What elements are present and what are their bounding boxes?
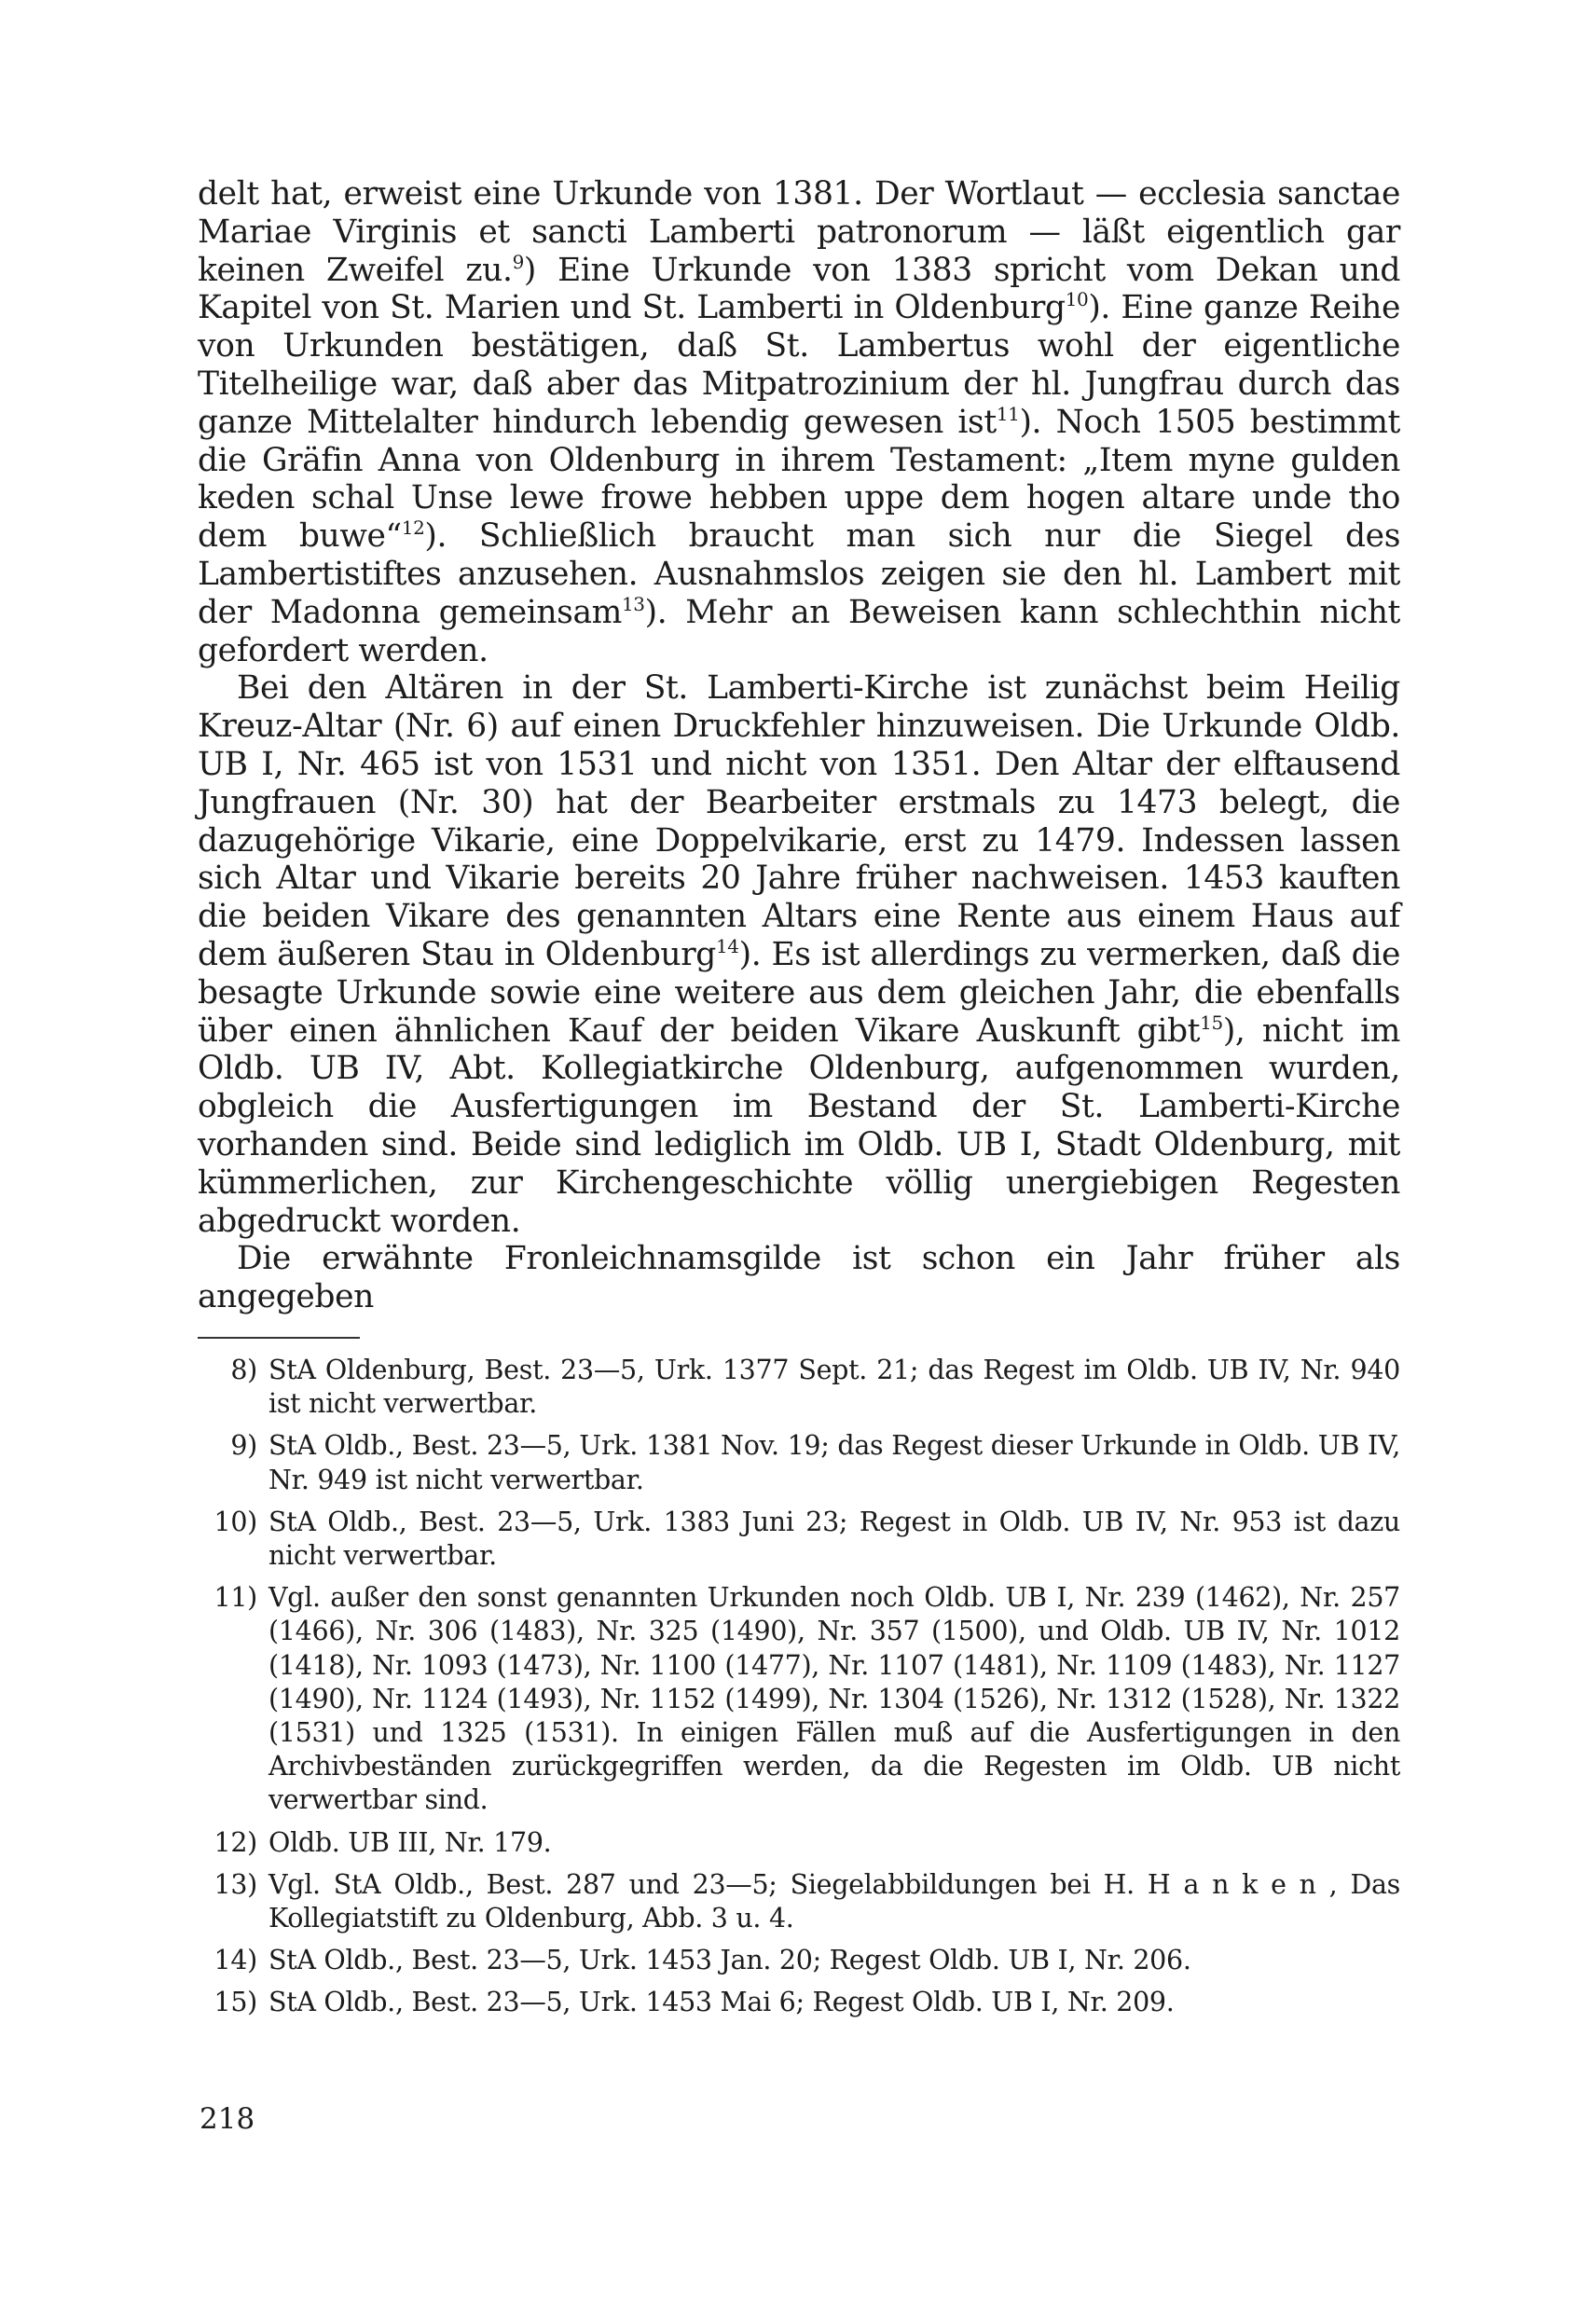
footnote-text: StA Oldb., Best. 23—5, Urk. 1453 Jan. 20; Regest Oldb. UB I, Nr. 206.	[268, 1945, 1191, 1976]
footnote-reference: 15	[1200, 1011, 1223, 1034]
footnote-text: StA Oldb., Best. 23—5, Urk. 1381 Nov. 19; das Regest dieser Urkunde in Oldb. UB IV, Nr. 949 ist nicht verwertbar.	[268, 1430, 1400, 1495]
paragraph-text: delt hat, erweist eine Urkunde von 1381. Der Wortlaut — ecclesia sanctae Mariae Virginis et sancti Lamberti patronorum — läßt eigentlich gar keinen Zweifel zu.	[198, 175, 1400, 289]
footnotes	[198, 1354, 1400, 2020]
footnote	[198, 1581, 1400, 1817]
footnote-text: Vgl. außer den sonst genannten Urkunden noch Oldb. UB I, Nr. 239 (1462), Nr. 257 (1466), Nr. 306 (1483), Nr. 325 (1490), Nr. 357 (1500), und Oldb. UB IV, Nr. 1012 (1418), Nr. 1093 (1473), Nr. 1100 (1477), Nr. 1107 (1481), Nr. 1109 (1483), Nr. 1127 (1490), Nr. 1124 (1493), Nr. 1152 (1499), Nr. 1304 (1526), Nr. 1312 (1528), Nr. 1322 (1531) und 1325 (1531). In einigen Fällen muß auf die Ausfertigungen in den Archivbeständen zurückgegriffen werden, da die Regesten im Oldb. UB nicht verwertbar sind.	[268, 1582, 1400, 1816]
footnote-text: StA Oldb., Best. 23—5, Urk. 1383 Juni 23; Regest in Oldb. UB IV, Nr. 953 ist dazu nicht verwertbar.	[268, 1506, 1400, 1571]
page-number: 218	[200, 2102, 255, 2136]
paragraph-text: Die erwähnte Fronleichnamsgilde ist schon ein Jahr früher als angegeben	[198, 1240, 1400, 1316]
footnote-number: 10)	[213, 1506, 257, 1537]
footnote-number: 14)	[213, 1945, 257, 1976]
paragraph	[198, 669, 1400, 1240]
paragraph-text: ) Eine Urkunde von 1383 spricht vom Dekan und Kapitel von St. Marien und St. Lamberti in Oldenburg	[198, 251, 1401, 327]
footnote-text: StA Oldb., Best. 23—5, Urk. 1453 Mai 6; Regest Oldb. UB I, Nr. 209.	[268, 1987, 1175, 2018]
footnote-reference: 13	[621, 592, 645, 615]
paragraph	[198, 1240, 1400, 1316]
paragraph-text: ), nicht im Oldb. UB IV, Abt. Kollegiatkirche Oldenburg, aufgenommen wurden, obgleich die Ausfertigungen im Bestand der St. Lamberti-Kirche vorhanden sind. Beide sind lediglich im Oldb. UB I, Stadt Oldenburg, mit kümmerlichen, zur Kirchengeschichte völlig unergiebigen Regesten abgedruckt worden.	[198, 1012, 1400, 1240]
footnote	[198, 1986, 1400, 2019]
footnote-text: StA Oldenburg, Best. 23—5, Urk. 1377 Sept. 21; das Regest im Oldb. UB IV, Nr. 940 ist nicht verwertbar.	[268, 1354, 1400, 1420]
footnote-text: Oldb. UB III, Nr. 179.	[268, 1826, 552, 1858]
footnote	[198, 1506, 1400, 1573]
main-text	[198, 175, 1400, 1316]
paragraph-text: Bei den Altären in der St. Lamberti-Kirche ist zunächst beim Heilig Kreuz-Altar (Nr. 6) auf einen Druckfehler hinzuweisen. Die Urkunde Oldb. UB I, Nr. 465 ist von 1531 und nicht von 1351. Den Altar der elftausend Jungfrauen (Nr. 30) hat der Bearbeiter erstmals zu 1473 belegt, die dazugehörige Vikarie, eine Doppelvikarie, erst zu 1479. Indessen lassen sich Altar und Vikarie bereits 20 Jahre früher nachweisen. 1453 kauften die beiden Vikare des genannten Altars eine Rente aus einem Haus auf dem äußeren Stau in Oldenburg	[198, 669, 1400, 973]
footnote	[198, 1826, 1400, 1860]
footnote-reference: 10	[1065, 288, 1089, 311]
footnote-number: 9)	[230, 1430, 257, 1462]
paragraph-text: ). Es ist allerdings zu vermerken, daß die besagte Urkunde sowie eine weitere aus dem gleichen Jahr, die ebenfalls über einen ähnlichen Kauf der beiden Vikare Auskunft gibt	[198, 935, 1401, 1050]
footnote-number: 15)	[213, 1987, 257, 2018]
footnote	[198, 1429, 1400, 1496]
footnote-reference: 11	[996, 402, 1020, 425]
footnote-separator	[198, 1337, 360, 1339]
footnote-text: Vgl. StA Oldb., Best. 287 und 23—5; Siegelabbildungen bei H. H a n k e n , Das Kollegiatstift zu Oldenburg, Abb. 3 u. 4.	[268, 1868, 1400, 1934]
paragraph-text: ). Mehr an Beweisen kann schlechthin nicht gefordert werden.	[198, 593, 1400, 669]
footnote-number: 12)	[213, 1826, 257, 1858]
paragraph-text: ). Noch 1505 bestimmt die Gräfin Anna von Oldenburg in ihrem Testament: „Item myne gulden keden schal Unse lewe frowe hebben uppe dem hogen altare unde tho dem buwe“	[198, 403, 1401, 556]
footnote	[198, 1354, 1400, 1421]
footnote-number: 11)	[213, 1582, 257, 1614]
paragraph-text: ). Eine ganze Reihe von Urkunden bestätigen, daß St. Lambertus wohl der eigentliche Titelheilige war, daß aber das Mitpatrozinium der hl. Jungfrau durch das ganze Mittelalter hindurch lebendig gewesen ist	[198, 289, 1400, 441]
footnote	[198, 1944, 1400, 1977]
footnote	[198, 1868, 1400, 1935]
footnote-reference: 9	[512, 250, 524, 273]
paragraph	[198, 175, 1400, 669]
footnote-number: 13)	[213, 1868, 257, 1900]
footnote-reference: 14	[715, 934, 739, 957]
footnote-number: 8)	[230, 1354, 257, 1385]
page-content	[198, 175, 1400, 2029]
paragraph-text: ). Schließlich braucht man sich nur die Siegel des Lambertistiftes anzusehen. Ausnahmslos zeigen sie den hl. Lambert mit der Madonna gemeinsam	[198, 517, 1400, 631]
footnote-reference: 12	[401, 516, 425, 540]
